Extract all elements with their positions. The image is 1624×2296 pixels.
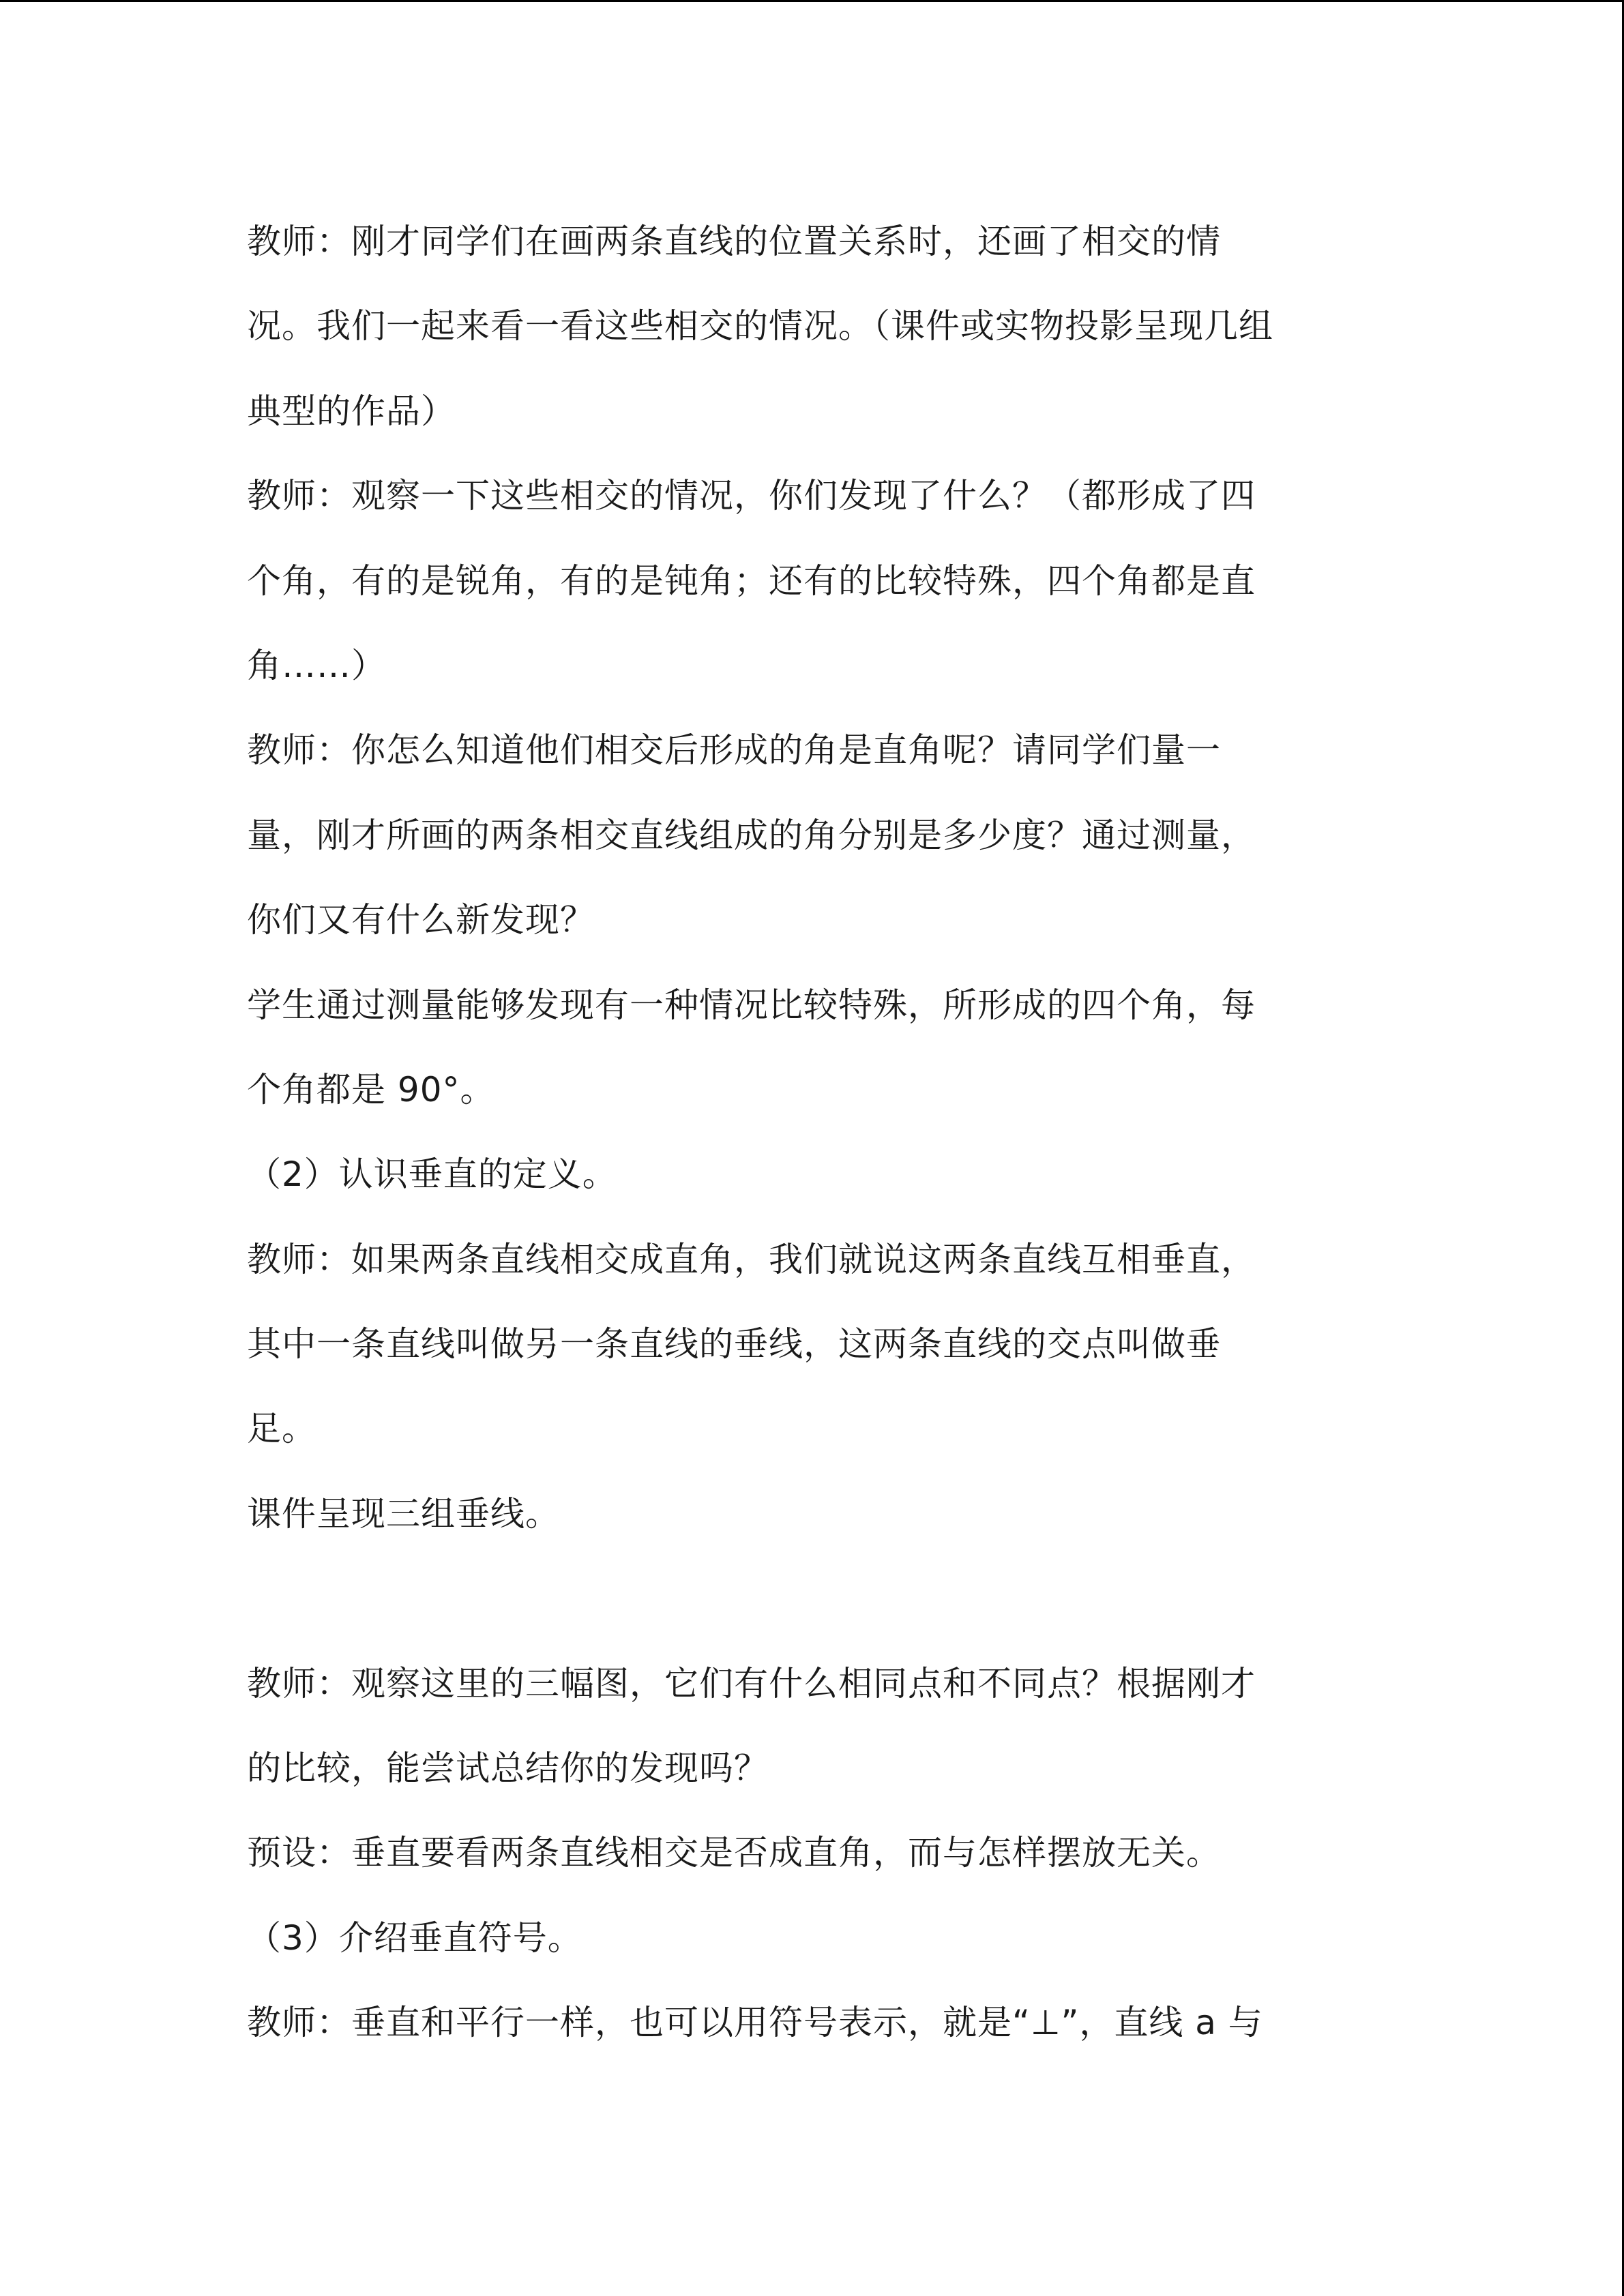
text-line: 个角，有的是锐角，有的是钝角；还有的比较特殊，四个角都是直: [247, 561, 1256, 601]
text-line: 教师：如果两条直线相交成直角，我们就说这两条直线互相垂直，: [247, 1239, 1256, 1279]
text-line: 教师：观察这里的三幅图，它们有什么相同点和不同点？根据刚才: [247, 1663, 1256, 1703]
section-heading: （3）介绍垂直符号。: [247, 1918, 582, 1958]
text-line: 量，刚才所画的两条相交直线组成的角分别是多少度？通过测量，: [247, 815, 1256, 855]
text-line: 的比较，能尝试总结你的发现吗？: [247, 1748, 769, 1789]
text-line: 教师：观察一下这些相交的情况，你们发现了什么？（都形成了四: [247, 476, 1256, 516]
text-line: 你们又有什么新发现？: [247, 900, 595, 940]
text-line: 典型的作品）: [247, 391, 456, 431]
document-body: [247, 211, 1379, 2077]
text-line: 个角都是 90°。: [247, 1069, 495, 1109]
section-heading: （2）认识垂直的定义。: [247, 1154, 617, 1195]
text-line: 教师：你怎么知道他们相交后形成的角是直角呢？请同学们量一: [247, 730, 1221, 771]
text-line: 教师：刚才同学们在画两条直线的位置关系时，还画了相交的情: [247, 222, 1221, 261]
text-line: 足。: [247, 1409, 316, 1449]
blank-line: [247, 1568, 1379, 1652]
text-line: 学生通过测量能够发现有一种情况比较特殊，所形成的四个角，每: [247, 985, 1256, 1025]
text-line: 课件呈现三组垂线。: [247, 1493, 560, 1534]
text-line: 角……）: [247, 645, 386, 685]
text-line: 况。我们一起来看一看这些相交的情况。（课件或实物投影呈现几组: [247, 306, 1273, 346]
text-line: 其中一条直线叫做另一条直线的垂线，这两条直线的交点叫做垂: [247, 1324, 1221, 1365]
text-line: 预设：垂直要看两条直线相交是否成直角，而与怎样摆放无关。: [247, 1833, 1221, 1873]
text-line: 教师：垂直和平行一样，也可以用符号表示，就是“⊥”，直线 a 与: [247, 2003, 1263, 2043]
